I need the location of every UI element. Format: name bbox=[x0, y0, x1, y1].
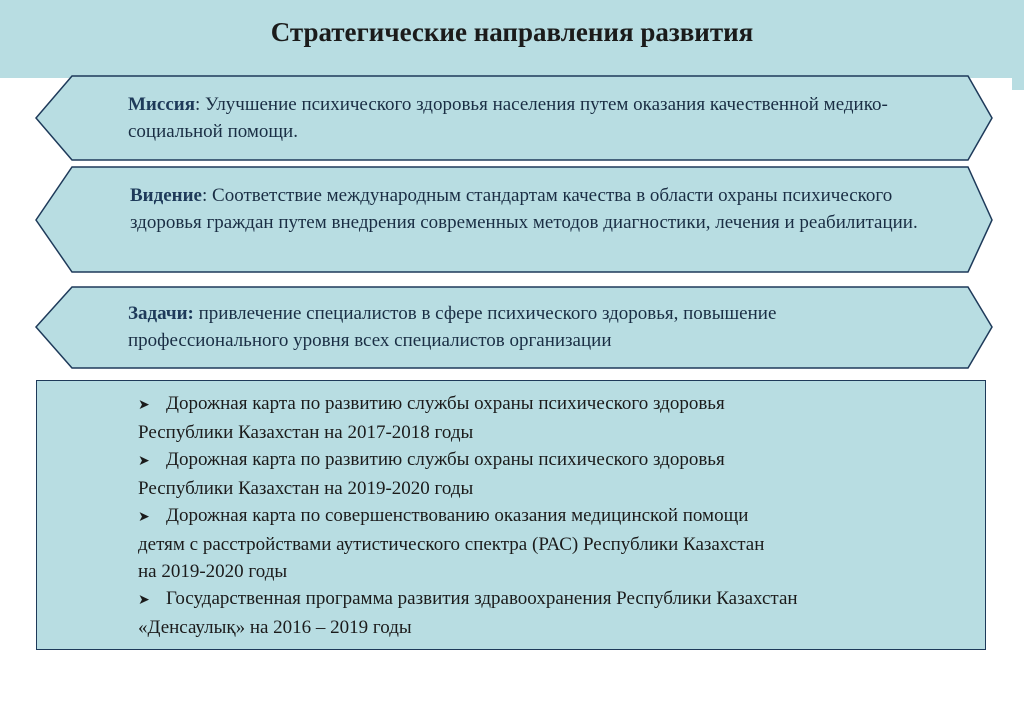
arrow-bullet-icon: ➤ bbox=[138, 397, 150, 413]
page-title: Стратегические направления развития bbox=[270, 17, 754, 47]
mission-label: Миссия bbox=[128, 94, 195, 115]
list-item: ➤ Государственная программа развития здравоохранения Республики Казахстан «Денсаулық» на 2016 – 2019 годы bbox=[138, 588, 798, 638]
roadmap-list bbox=[138, 390, 978, 641]
list-item: ➤ Дорожная карта по совершенствованию оказания медицинской помощи детям с расстройствами аутистического спектра (РАС) Республики Казахстан на 2019-2020 годы bbox=[138, 505, 765, 582]
vision-block: Видение: Соответствие международным стандартам качества в области охраны психического здоровья граждан путем внедрения современных методов диагностики, лечения и реабилитации. bbox=[130, 185, 918, 233]
arrow-bullet-icon: ➤ bbox=[138, 509, 150, 525]
arrow-bullet-icon: ➤ bbox=[138, 592, 150, 608]
mission-text: Улучшение психического здоровья населения путем оказания качественной медико-социальной помощи. bbox=[128, 94, 888, 142]
tasks-label: Задачи: bbox=[128, 303, 194, 324]
mission-block: Миссия: Улучшение психического здоровья населения путем оказания качественной медико-социальной помощи. bbox=[128, 94, 888, 142]
tasks-block bbox=[128, 300, 868, 354]
list-item: ➤ Дорожная карта по развитию службы охраны психического здоровья Республики Казахстан на 2017-2018 годы bbox=[138, 393, 725, 443]
list-item: ➤ Дорожная карта по развитию службы охраны психического здоровья Республики Казахстан на 2019-2020 годы bbox=[138, 449, 725, 499]
vision-text: Соответствие международным стандартам качества в области охраны психического здоровья граждан путем внедрения современных методов диагностики, лечения и реабилитации. bbox=[130, 185, 918, 233]
vision-label: Видение bbox=[130, 185, 202, 206]
tasks-text: привлечение специалистов в сфере психического здоровья, повышение профессионального уровня всех специалистов организации bbox=[128, 303, 777, 351]
arrow-bullet-icon: ➤ bbox=[138, 453, 150, 469]
